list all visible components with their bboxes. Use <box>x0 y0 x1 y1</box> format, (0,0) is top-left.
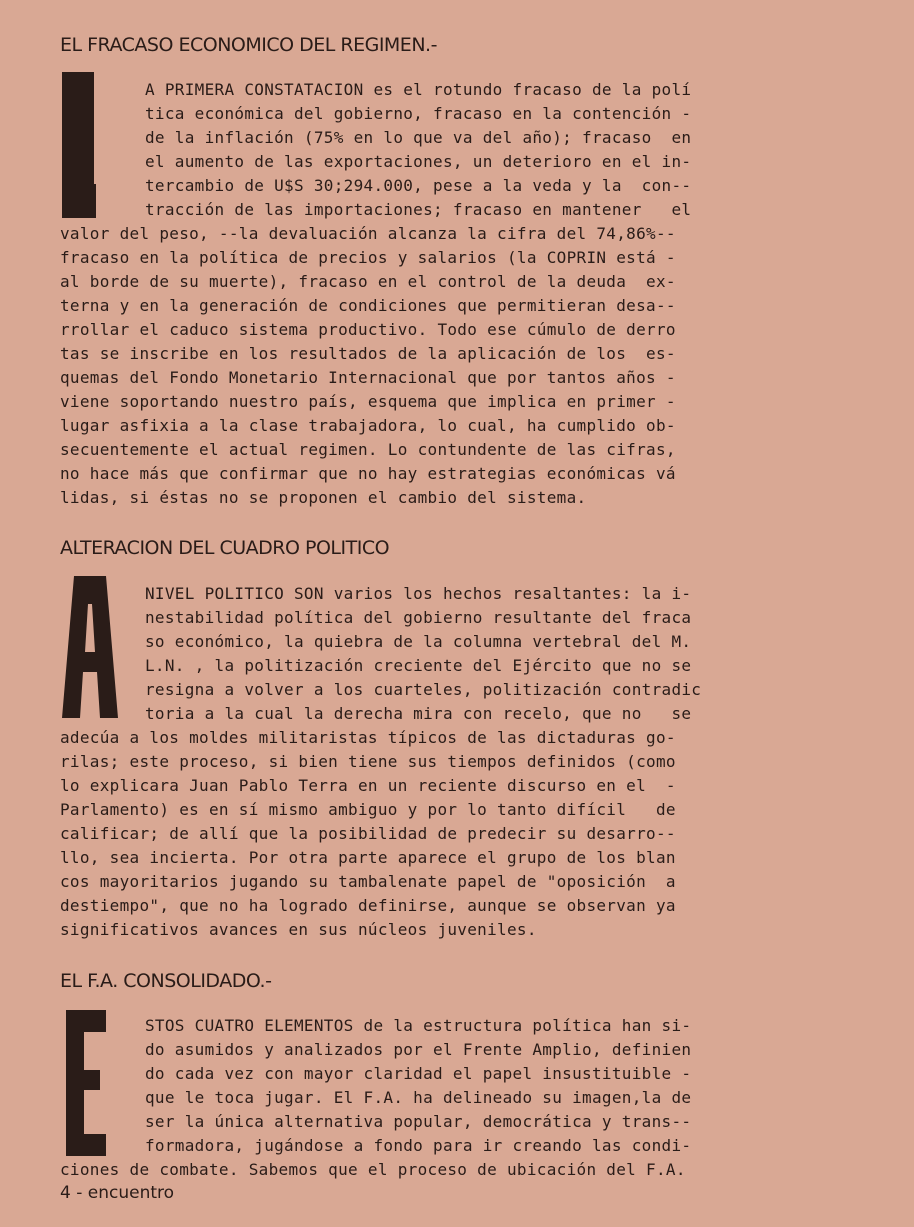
text-line: adecúa a los moldes militaristas típicos de las dictaduras go- <box>60 728 676 747</box>
dropcap-a <box>62 576 118 718</box>
dropcap-e-glyph <box>66 1010 106 1156</box>
text-line: NIVEL POLITICO SON varios los hechos resaltantes: la i- <box>145 584 692 603</box>
text-line: calificar; de allí que la posibilidad de predecir su desarro-- <box>60 824 676 843</box>
text-line: tercambio de U$S 30;294.000, pese a la veda y la con-- <box>145 176 692 195</box>
text-line: cos mayoritarios jugando su tambalenate papel de "oposición a <box>60 872 676 891</box>
text-line: tica económica del gobierno, fracaso en la contención - <box>145 104 692 123</box>
page-footer: 4 - encuentro <box>60 1183 175 1203</box>
section-heading-political-alteration: ALTERACION DEL CUADRO POLITICO <box>60 537 390 559</box>
dropcap-a-glyph <box>62 576 118 718</box>
text-line: que le toca jugar. El F.A. ha delineado su imagen,la de <box>145 1088 692 1107</box>
text-line: lo explicara Juan Pablo Terra en un reciente discurso en el - <box>60 776 676 795</box>
text-line: de la inflación (75% en lo que va del año); fracaso en <box>145 128 692 147</box>
text-line: rilas; este proceso, si bien tiene sus tiempos definidos (como <box>60 752 676 771</box>
text-line: llo, sea incierta. Por otra parte aparece el grupo de los blan <box>60 848 676 867</box>
text-line: destiempo", que no ha logrado definirse, aunque se observan ya <box>60 896 676 915</box>
text-line: lugar asfixia a la clase trabajadora, lo cual, ha cumplido ob- <box>60 416 676 435</box>
text-line: valor del peso, --la devaluación alcanza la cifra del 74,86%-- <box>60 224 676 243</box>
section-heading-fa-consolidated: EL F.A. CONSOLIDADO.- <box>60 970 272 992</box>
text-line: viene soportando nuestro país, esquema que implica en primer - <box>60 392 676 411</box>
text-line: tracción de las importaciones; fracaso en mantener el <box>145 200 692 219</box>
text-line: secuentemente el actual regimen. Lo contundente de las cifras, <box>60 440 676 459</box>
text-line: fracaso en la política de precios y salarios (la COPRIN está - <box>60 248 676 267</box>
text-line: quemas del Fondo Monetario Internacional que por tantos años - <box>60 368 676 387</box>
text-line: ciones de combate. Sabemos que el proceso de ubicación del F.A. <box>60 1160 686 1179</box>
text-line: no hace más que confirmar que no hay estrategias económicas vá <box>60 464 676 483</box>
text-line: so económico, la quiebra de la columna vertebral del M. <box>145 632 692 651</box>
text-line: do asumidos y analizados por el Frente Amplio, definien <box>145 1040 692 1059</box>
text-line: Parlamento) es en sí mismo ambiguo y por lo tanto difícil de <box>60 800 676 819</box>
text-line: significativos avances en sus núcleos juveniles. <box>60 920 537 939</box>
text-line: terna y en la generación de condiciones que permitieran desa-- <box>60 296 676 315</box>
text-line: al borde de su muerte), fracaso en el control de la deuda ex- <box>60 272 676 291</box>
text-line: toria a la cual la derecha mira con recelo, que no se <box>145 704 692 723</box>
text-line: do cada vez con mayor claridad el papel insustituible - <box>145 1064 692 1083</box>
text-line: el aumento de las exportaciones, un deterioro en el in- <box>145 152 692 171</box>
text-line: rrollar el caduco sistema productivo. Todo ese cúmulo de derro <box>60 320 676 339</box>
text-line: A PRIMERA CONSTATACION es el rotundo fracaso de la polí <box>145 80 692 99</box>
text-line: STOS CUATRO ELEMENTOS de la estructura política han si- <box>145 1016 692 1035</box>
text-line: resigna a volver a los cuarteles, politización contradic <box>145 680 702 699</box>
text-line: tas se inscribe en los resultados de la aplicación de los es- <box>60 344 676 363</box>
text-line: L.N. , la politización creciente del Ejército que no se <box>145 656 692 675</box>
text-line: formadora, jugándose a fondo para ir creando las condi- <box>145 1136 692 1155</box>
text-line: lidas, si éstas no se proponen el cambio del sistema. <box>60 488 587 507</box>
section-heading-economic-failure: EL FRACASO ECONOMICO DEL REGIMEN.- <box>60 34 437 56</box>
dropcap-e <box>66 1010 106 1156</box>
text-line: nestabilidad política del gobierno resultante del fraca <box>145 608 692 627</box>
dropcap-l-foot <box>62 184 96 218</box>
text-line: ser la única alternativa popular, democrática y trans-- <box>145 1112 692 1131</box>
